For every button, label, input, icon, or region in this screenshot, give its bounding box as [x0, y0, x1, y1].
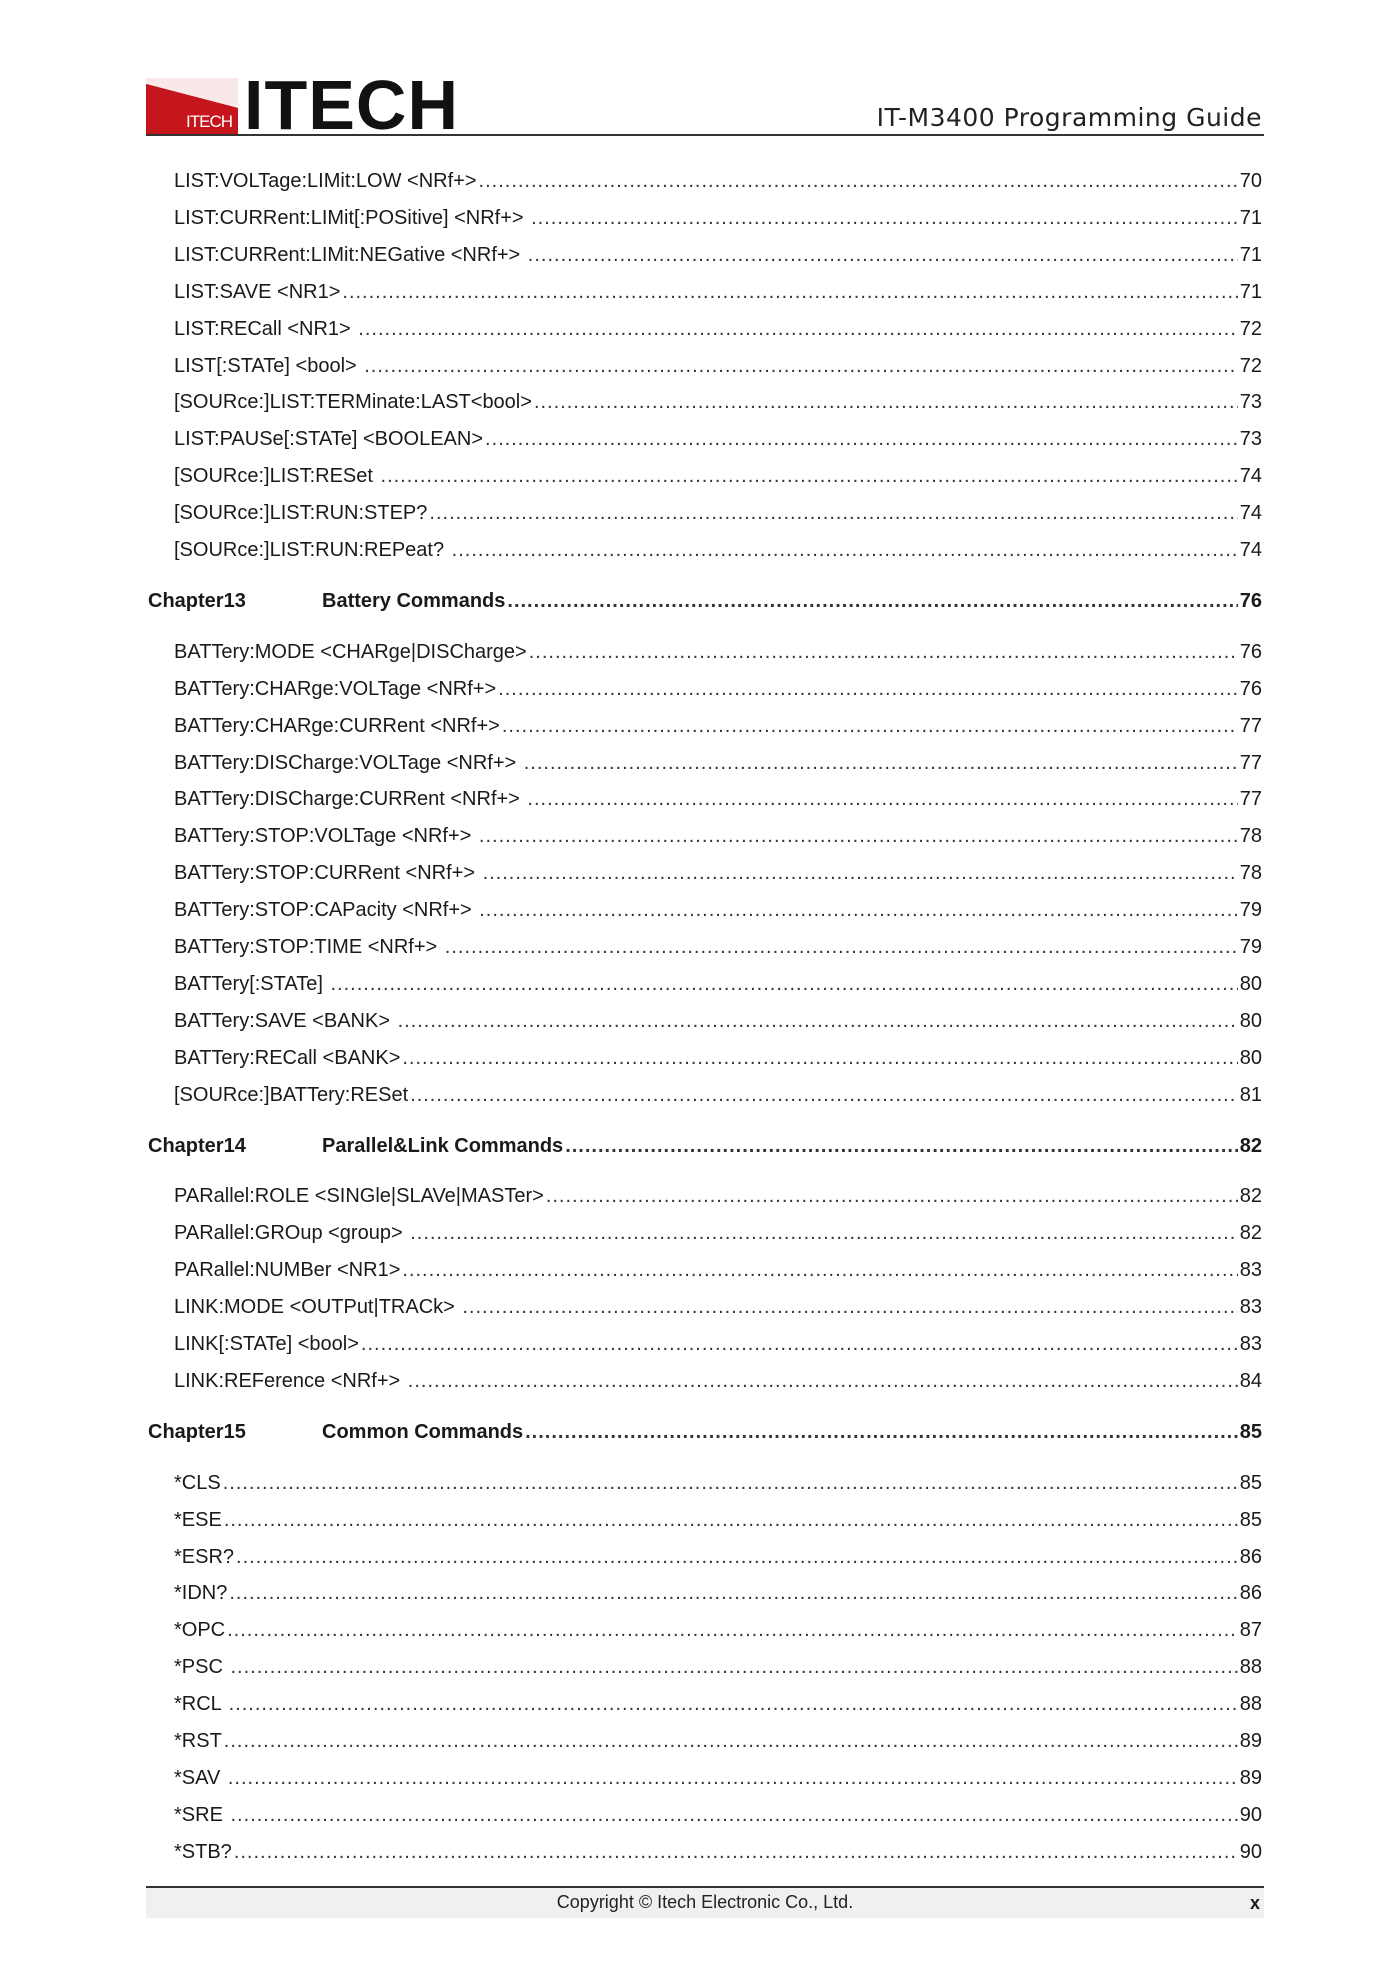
toc-entry[interactable]: [148, 502, 1262, 532]
toc-entry[interactable]: [148, 1047, 1262, 1077]
toc-page-number: 80: [1239, 972, 1262, 995]
toc-page-number: 85: [1239, 1420, 1262, 1443]
toc-dot-leader: [502, 715, 1238, 738]
toc-dot-leader: [364, 355, 1238, 378]
toc-page-number: 77: [1239, 788, 1262, 811]
toc-entry-label: [SOURce:]LIST:RUN:REPeat?: [174, 539, 450, 561]
toc-entry[interactable]: [148, 1546, 1262, 1576]
toc-page-number: 90: [1239, 1840, 1262, 1863]
toc-entry[interactable]: [148, 355, 1262, 385]
toc-dot-leader: [479, 899, 1238, 922]
toc-dot-leader: [452, 539, 1238, 562]
toc-dot-leader: [229, 1582, 1237, 1605]
toc-entry[interactable]: [148, 1296, 1262, 1326]
toc-chapter-number: Chapter15: [148, 1420, 246, 1443]
toc-entry-label: BATTery:RECall <BANK>: [174, 1046, 401, 1069]
toc-entry-label: BATTery:MODE <CHARge|DISCharge>: [174, 640, 527, 663]
toc-dot-leader: [479, 825, 1238, 848]
toc-page-number: 88: [1239, 1693, 1262, 1716]
toc-page-number: 82: [1239, 1185, 1262, 1208]
toc-page-number: 71: [1239, 243, 1262, 266]
toc-entry[interactable]: [148, 1619, 1262, 1649]
toc-dot-leader: [398, 1010, 1238, 1033]
toc-entry[interactable]: [148, 465, 1262, 495]
toc-entry-label: *OPC: [174, 1619, 226, 1642]
toc-dot-leader: [228, 1767, 1238, 1790]
toc-dot-leader: [527, 788, 1237, 811]
toc-dot-leader: [230, 1804, 1237, 1827]
logo-wordmark: ITECH: [244, 66, 459, 144]
toc-page-number: 71: [1239, 206, 1262, 229]
toc-entry-label: *CLS: [174, 1471, 221, 1494]
toc-entry-label: [SOURce:]BATTery:RESet: [174, 1083, 409, 1106]
toc-entry-label: BATTery:STOP:TIME <NRf+>: [174, 936, 443, 958]
toc-dot-leader: [507, 590, 1237, 613]
toc-entry[interactable]: [148, 1841, 1262, 1871]
toc-page-number: 86: [1239, 1582, 1262, 1605]
toc-dot-leader: [330, 973, 1237, 996]
toc-page-number: 76: [1239, 677, 1262, 700]
toc-entry-label: *RCL: [174, 1693, 227, 1716]
toc-entry[interactable]: [148, 752, 1262, 782]
toc-entry-label: BATTery:DISCharge:VOLTage <NRf+>: [174, 751, 522, 774]
toc-entry-label: PARallel:GROup <group>: [174, 1222, 409, 1245]
toc-page-number: 78: [1239, 825, 1262, 848]
toc-entry[interactable]: [148, 1222, 1262, 1252]
toc-page-number: 74: [1239, 539, 1262, 561]
toc-entry-label: LIST[:STATe] <bool>: [174, 354, 363, 377]
toc-dot-leader: [223, 1472, 1238, 1495]
toc-page-number: 88: [1239, 1656, 1262, 1679]
toc-page-number: 76: [1239, 589, 1262, 612]
copyright-text: Copyright © Itech Electronic Co., Ltd.: [556, 1892, 854, 1912]
toc-page-number: 83: [1239, 1296, 1262, 1319]
toc-page-number: 70: [1239, 170, 1262, 192]
toc-entry-label: BATTery:STOP:CAPacity <NRf+>: [174, 899, 478, 922]
toc-page-number: 83: [1239, 1333, 1262, 1355]
toc-entry[interactable]: [148, 281, 1262, 311]
toc-page-number: 77: [1239, 714, 1262, 737]
toc-dot-leader: [445, 936, 1238, 959]
toc-entry-label: PARallel:NUMBer <NR1>: [174, 1259, 401, 1282]
toc-entry-label: *ESE: [174, 1508, 222, 1531]
toc-entry[interactable]: [148, 1767, 1262, 1797]
toc-entry[interactable]: [148, 678, 1262, 708]
toc-page-number: 89: [1239, 1730, 1262, 1752]
toc-page-number: 89: [1239, 1766, 1262, 1789]
logo-mark-icon: [146, 78, 238, 134]
toc-entry[interactable]: [148, 973, 1262, 1003]
toc-page-number: 78: [1239, 862, 1262, 885]
toc-dot-leader: [224, 1730, 1238, 1753]
toc-entry[interactable]: [148, 1010, 1262, 1040]
toc-entry-label: LIST:PAUSe[:STATe] <BOOLEAN>: [174, 428, 484, 451]
toc-dot-leader: [534, 391, 1238, 414]
toc-entry[interactable]: [148, 1804, 1262, 1834]
toc-entry[interactable]: [148, 641, 1262, 671]
toc-entry[interactable]: [148, 170, 1262, 200]
toc-entry[interactable]: [148, 1730, 1262, 1760]
toc-entry[interactable]: [148, 318, 1262, 348]
guide-title: IT-M3400 Programming Guide: [876, 103, 1262, 132]
toc-entry-label: BATTery:DISCharge:CURRent <NRf+>: [174, 788, 526, 811]
toc-entry[interactable]: [148, 788, 1262, 818]
toc-dot-leader: [402, 1259, 1237, 1282]
toc-entry-label: BATTery:SAVE <BANK>: [174, 1009, 396, 1032]
toc-dot-leader: [410, 1222, 1238, 1245]
toc-entry[interactable]: [148, 1472, 1262, 1502]
toc-entry-label: LIST:CURRent:LIMit:NEGative <NRf+>: [174, 243, 526, 266]
toc-page-number: 83: [1239, 1259, 1262, 1282]
toc-page-number: 85: [1239, 1471, 1262, 1494]
toc-entry[interactable]: [148, 1185, 1262, 1215]
toc-page-number: 87: [1239, 1619, 1262, 1642]
toc-entry-label: *SRE: [174, 1803, 229, 1826]
toc-page-number: 90: [1239, 1803, 1262, 1826]
toc-entry[interactable]: [148, 862, 1262, 892]
toc-dot-leader: [483, 862, 1238, 885]
toc-page-number: 80: [1239, 1009, 1262, 1032]
toc-entry-label: LIST:SAVE <NR1>: [174, 280, 341, 303]
toc-entry-label: LINK:REFerence <NRf+>: [174, 1369, 406, 1392]
toc-entry[interactable]: [148, 1259, 1262, 1289]
toc-page-number: 81: [1239, 1083, 1262, 1106]
toc-dot-leader: [342, 281, 1237, 304]
toc-dot-leader: [229, 1693, 1238, 1716]
toc-entry-label: LIST:VOLTage:LIMit:LOW <NRf+>: [174, 170, 477, 192]
toc-page-number: 79: [1239, 899, 1262, 922]
toc-dot-leader: [236, 1546, 1238, 1569]
toc-dot-leader: [230, 1656, 1237, 1679]
page-number: x: [1249, 1893, 1260, 1913]
toc-chapter-number: Chapter14: [148, 1134, 246, 1157]
toc-dot-leader: [402, 1047, 1237, 1070]
toc-entry-label: LINK[:STATe] <bool>: [174, 1333, 359, 1355]
toc-entry-label: LINK:MODE <OUTPut|TRACk>: [174, 1296, 461, 1319]
toc-page-number: 82: [1239, 1222, 1262, 1245]
toc-entry[interactable]: [148, 1084, 1262, 1114]
toc-entry-label: *SAV: [174, 1766, 226, 1789]
toc-page-number: 74: [1239, 465, 1262, 488]
toc-dot-leader: [531, 207, 1238, 230]
toc-entry-label: *IDN?: [174, 1582, 228, 1605]
toc-dot-leader: [381, 465, 1238, 488]
toc-dot-leader: [479, 170, 1238, 193]
toc-entry[interactable]: [148, 825, 1262, 855]
toc-page-number: 74: [1239, 502, 1262, 525]
toc-entry-label: *ESR?: [174, 1545, 235, 1568]
toc-dot-leader: [361, 1333, 1238, 1356]
toc-dot-leader: [528, 244, 1238, 267]
toc-page-number: 80: [1239, 1046, 1262, 1069]
toc-entry-label: [SOURce:]LIST:RESet: [174, 465, 379, 488]
toc-entry[interactable]: [148, 1333, 1262, 1363]
toc-entry-label: BATTery[:STATe]: [174, 972, 329, 995]
toc-dot-leader: [358, 318, 1237, 341]
toc-dot-leader: [524, 752, 1238, 775]
toc-entry-label: BATTery:CHARge:CURRent <NRf+>: [174, 714, 500, 737]
toc-entry[interactable]: [148, 715, 1262, 745]
toc-entry-label: *RST: [174, 1730, 222, 1752]
toc-page-number: 79: [1239, 936, 1262, 958]
toc-entry[interactable]: [148, 207, 1262, 237]
toc-entry-label: [SOURce:]LIST:RUN:STEP?: [174, 502, 428, 525]
toc-entry-label: PARallel:ROLE <SINGle|SLAVe|MASTer>: [174, 1185, 544, 1208]
toc-entry-label: Parallel&Link Commands: [322, 1134, 564, 1157]
logo-small-text: ITECH: [186, 112, 232, 131]
toc-page-number: 71: [1239, 280, 1262, 303]
toc-dot-leader: [224, 1509, 1238, 1532]
toc-page-number: 72: [1239, 317, 1262, 340]
toc-entry-label: LIST:RECall <NR1>: [174, 317, 357, 340]
toc-dot-leader: [565, 1135, 1238, 1158]
toc-page-number: 73: [1239, 428, 1262, 451]
toc-dot-leader: [498, 678, 1238, 701]
toc-chapter-entry[interactable]: [148, 590, 1262, 620]
toc-entry[interactable]: [148, 1582, 1262, 1612]
toc-entry-label: Common Commands: [322, 1420, 524, 1443]
toc-entry[interactable]: [148, 1509, 1262, 1539]
toc-entry-label: *STB?: [174, 1840, 232, 1863]
toc-entry[interactable]: [148, 1370, 1262, 1400]
toc-page-number: 72: [1239, 354, 1262, 377]
toc-dot-leader: [546, 1185, 1238, 1208]
toc-page-number: 85: [1239, 1508, 1262, 1531]
toc-entry[interactable]: [148, 244, 1262, 274]
toc-dot-leader: [227, 1619, 1238, 1642]
toc-chapter-entry[interactable]: [148, 1421, 1262, 1451]
toc-entry[interactable]: [148, 539, 1262, 569]
toc-entry[interactable]: [148, 936, 1262, 966]
toc-entry-label: Battery Commands: [322, 589, 506, 612]
toc-entry[interactable]: [148, 428, 1262, 458]
toc-dot-leader: [462, 1296, 1237, 1319]
toc-entry-label: *PSC: [174, 1656, 229, 1679]
toc-entry[interactable]: [148, 1656, 1262, 1686]
toc-page-number: 84: [1239, 1369, 1262, 1392]
toc-chapter-entry[interactable]: [148, 1135, 1262, 1165]
toc-chapter-number: Chapter13: [148, 589, 246, 612]
toc-dot-leader: [485, 428, 1238, 451]
toc-entry-label: BATTery:STOP:CURRent <NRf+>: [174, 862, 481, 885]
page-footer: [146, 1886, 1264, 1918]
itech-logo: [146, 66, 459, 144]
toc-entry-label: BATTery:STOP:VOLTage <NRf+>: [174, 825, 477, 848]
toc-dot-leader: [410, 1084, 1238, 1107]
toc-entry[interactable]: [148, 899, 1262, 929]
toc-entry-label: LIST:CURRent:LIMit[:POSitive] <NRf+>: [174, 206, 530, 229]
toc-dot-leader: [429, 502, 1237, 525]
toc-page-number: 86: [1239, 1545, 1262, 1568]
toc-dot-leader: [525, 1421, 1238, 1444]
toc-entry-label: [SOURce:]LIST:TERMinate:LAST<bool>: [174, 391, 532, 414]
toc-entry[interactable]: [148, 391, 1262, 421]
page-header: [146, 66, 1264, 144]
toc-dot-leader: [408, 1370, 1238, 1393]
toc-dot-leader: [529, 641, 1238, 664]
toc-entry[interactable]: [148, 1693, 1262, 1723]
toc-page-number: 76: [1239, 640, 1262, 663]
toc-page-number: 73: [1239, 391, 1262, 414]
toc-page-number: 77: [1239, 751, 1262, 774]
toc-page-number: 82: [1239, 1134, 1262, 1157]
toc-entry-label: BATTery:CHARge:VOLTage <NRf+>: [174, 677, 497, 700]
toc-dot-leader: [234, 1841, 1238, 1864]
